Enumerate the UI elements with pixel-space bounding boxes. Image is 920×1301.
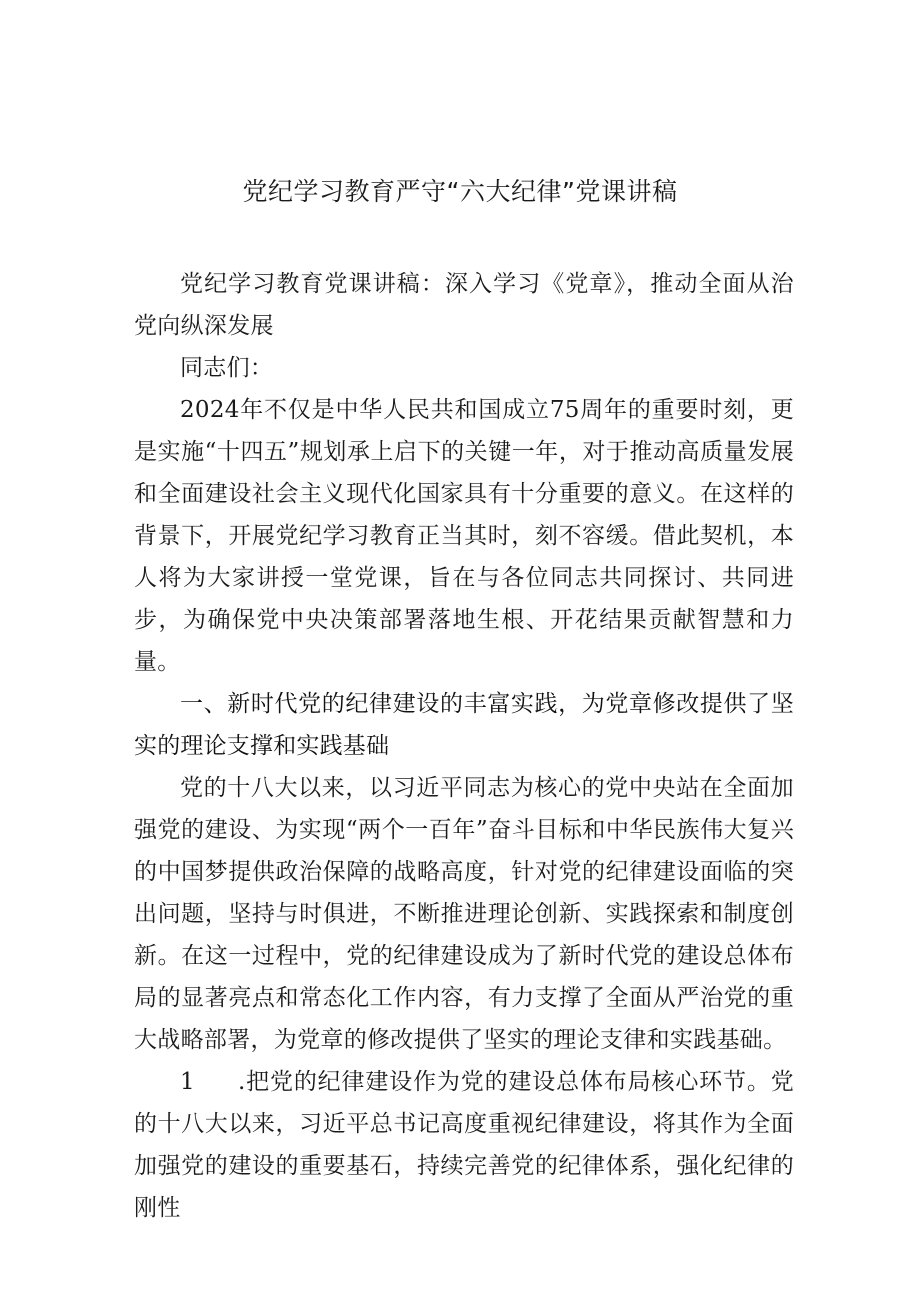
document-body	[134, 263, 794, 1229]
intro-paragraph: 2024年不仅是中华人民共和国成立75周年的重要时刻，更是实施“十四五”规划承上启下的关键一年，对于推动高质量发展和全面建设社会主义现代化国家具有十分重要的意义。在这样的背景下，开展党纪学习教育正当其时，刻不容缓。借此契机，本人将为大家讲授一堂党课，旨在与各位同志共同探讨、共同进步，为确保党中央决策部署落地生根、开花结果贡献智慧和力量。	[134, 397, 794, 675]
section-1-paragraph: 党的十八大以来，以习近平同志为核心的党中央站在全面加强党的建设、为实现“两个一百年”奋斗目标和中华民族伟大复兴的中国梦提供政治保障的战略高度，针对党的纪律建设面临的突出问题，坚持与时俱进，不断推进理论创新、实践探索和制度创新。在这一过程中，党的纪律建设成为了新时代党的建设总体布局的显著亮点和常态化工作内容，有力支撑了全面从严治党的重大战略部署，为党章的修改提供了坚实的理论支律和实践基础。	[134, 775, 794, 1053]
subtitle-paragraph: 党纪学习教育党课讲稿：深入学习《党章》，推动全面从治党向纵深发展	[134, 271, 794, 339]
list-item-1-number: 1	[180, 1069, 195, 1095]
list-item-1-text: .把党的纪律建设作为党的建设总体布局核心环节。党的十八大以来，习近平总书记高度重视纪律建设，将其作为全面加强党的建设的重要基石，持续完善党的纪律体系，强化纪律的刚性	[134, 1069, 794, 1221]
section-1-heading: 一、新时代党的纪律建设的丰富实践，为党章修改提供了坚实的理论支撑和实践基础	[134, 691, 794, 759]
greeting-paragraph: 同志们：	[180, 355, 274, 381]
document-title: 党纪学习教育严守“六大纪律”党课讲稿	[242, 177, 678, 206]
list-item-1	[134, 1061, 794, 1229]
